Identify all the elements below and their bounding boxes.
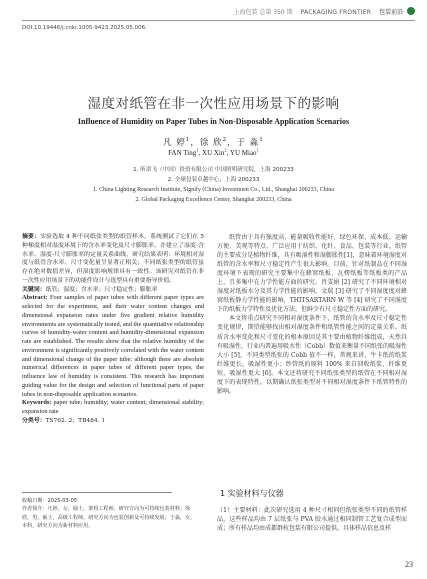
title-english: Influence of Humidity on Paper Tubes in Non-Disposable Application Scenarios: [77, 117, 350, 126]
section-paragraph: （1）主要材料：此次研究选用 4 种尺寸相同但纸张类型不同的纸管样品，这些样品均由 7 层纸张与 PVA 胶水通过相同制管工艺复合成型而成；所有样品均由成都群杭包装有限公司提供。具体样品信息及样: [217, 507, 407, 533]
body-column: [217, 233, 407, 396]
footnote: [22, 497, 197, 531]
abstract-column: [22, 233, 204, 426]
affiliation-en-1: 1. China Lighting Research Institute, Signify (China) Investment Co., Ltd., Shanghai 200233, China: [93, 187, 334, 193]
journal-logo-icon: [407, 7, 415, 15]
body-paragraph: 纸管由于具有强度高、能量吸收性能好、绿色环保、成本低、运输方便、美观等特点，广泛应用于纺织、化纤、食品、包装等行业。纸管的主要成分是植物纤维，具有吸湿性和湿膨胀性[1]，意味着环境湿度对纸管的含水率和尺寸稳定性产生很大影响。目前，针对纸制品在不同湿度环境下表现的研究主要集中在蜂窝纸板、瓦楞纸板等纸板类的产品上，且多集中在力学性能方面的研究。肖雯娟 [2] 研究了不同环境相对湿度对纸板水分及其力学性能的影响，文瑞 [3] 研究了不同湿度度对蜂窝纸板静力学性能的影响，THITSARTARN W 等 [4] 研究了不同湿度下的纸板力学特性及优化方法，但鲜少有尺寸稳定性方面的研究。: [217, 234, 407, 314]
journal-header: [233, 7, 415, 16]
journal-issue: 上海包装 总第 350 期: [233, 9, 293, 16]
body-paragraph: 本文将重点研究不同相对湿度条件下，纸管的含水率及尺寸稳定性变化规律，期望能够找出相对湿度条件和纸管性能之间的定量关系。纸质含水率变化和尺寸变化的根本原因是其主要由植物纤维组成，天然具有吸湿性，行业内普遍用吸水性（Cobb）数值来衡量不同纸张的吸湿性大小 [5]，不同类型纸张的 Cobb 值不一样，常规来讲，牛卡纸的纸浆纤维更长，吸湿性更小；纱管纸的原料 100% 来自回收纸浆，纤维更短，吸湿性更大 [6]。本文还将研究不同纸张类型的纸管在不同相对湿度下的表现特性，以期确认纸张类型对不同相对湿度条件下纸管特性的影响。: [217, 315, 407, 395]
footnote-divider: [22, 492, 172, 493]
keywords-chinese: 关键词：纸管；湿度；含水率；尺寸稳定性；膨胀率: [22, 285, 158, 293]
journal-brand: 包装前沿: [379, 9, 404, 16]
abstract-english: Abstract: Four samples of paper tubes with different paper types are selected for the experiment, and their water content changes and dimensional expansion rates under five gradient relative humidity environments are systematically tested, and the quantitative relationship curves of humidity-water content and humidity-dimensional expansion rate are established. The results show that the relative humidity of the environment is significantly positively correlated with the water content and dimensional change of the paper tube; although there are absolute numerical differences in paper tubes of different paper types, the influence law of humidity is consistent. This research has important guiding value for the design and selection of functional parts of paper tubes in non-disposable application scenarios.: [22, 294, 204, 398]
section-heading: 1 实验材料与仪器: [220, 489, 284, 498]
page-number: 23: [405, 560, 413, 569]
classification-number: 分类号：TS762. 2；TB484. 1: [22, 416, 106, 424]
doi: DOI:10.19446/j.cnki.1005-9423.2025.05.006.: [22, 25, 147, 31]
author-bio: 作者简介：凡婷，女，硕士，架构工程师，研究方向为可持续包装材料；徐欣，男，硕士，高级工程师，研究方向为包装创新及可持续发展；于淼，女，本科，研究方向为新材料应用。: [22, 506, 196, 530]
affiliation-cn-1: 1. 昕诺飞（中国）投资有限公司 中国照明研究院，上海 200233: [133, 167, 294, 173]
journal-section: PACKAGING FRONTIER: [300, 9, 372, 16]
abstract-chinese: 摘要：实验选取 4 种不同纸张类型的纸管样本，系统测试了它们在 5 种梯度相对湿度环境下的含水率变化及尺寸膨胀率，并建立了湿度-含水率、湿度-尺寸膨胀率的定量关系曲线，研究结果表明：环境相对湿度与纸管含水率、尺寸变化量呈显著正相关；不同纸张类型的纸管虽存在绝对数值差异，但湿度影响规律具有一致性。该研究对纸管在非一次性应用场景下的功能件设计与选型具有重要指导价值。: [22, 233, 204, 284]
keywords-english: Keywords: paper tube; humidity; water content; dimensional stability; expansion rate: [22, 399, 204, 415]
authors-english: FAN Ting$^1$, XU Xin$^2$, YU Miao$^1$: [168, 147, 259, 157]
title-chinese: 湿度对纸管在非一次性应用场景下的影响: [87, 96, 340, 112]
header-divider: [22, 20, 415, 21]
page-header: [0, 0, 427, 22]
affiliation-cn-2: 2. 全球包装卓越中心，上海 200233: [167, 177, 260, 183]
authors-chinese: 凡 婷$^1$，徐 欣$^2$，于 淼$^1$: [163, 137, 264, 148]
received-date: 收稿日期：2025-03-05: [22, 498, 78, 504]
affiliation-en-2: 2. Global Packaging Excellence Center, Shanghai 200233, China: [135, 197, 292, 203]
